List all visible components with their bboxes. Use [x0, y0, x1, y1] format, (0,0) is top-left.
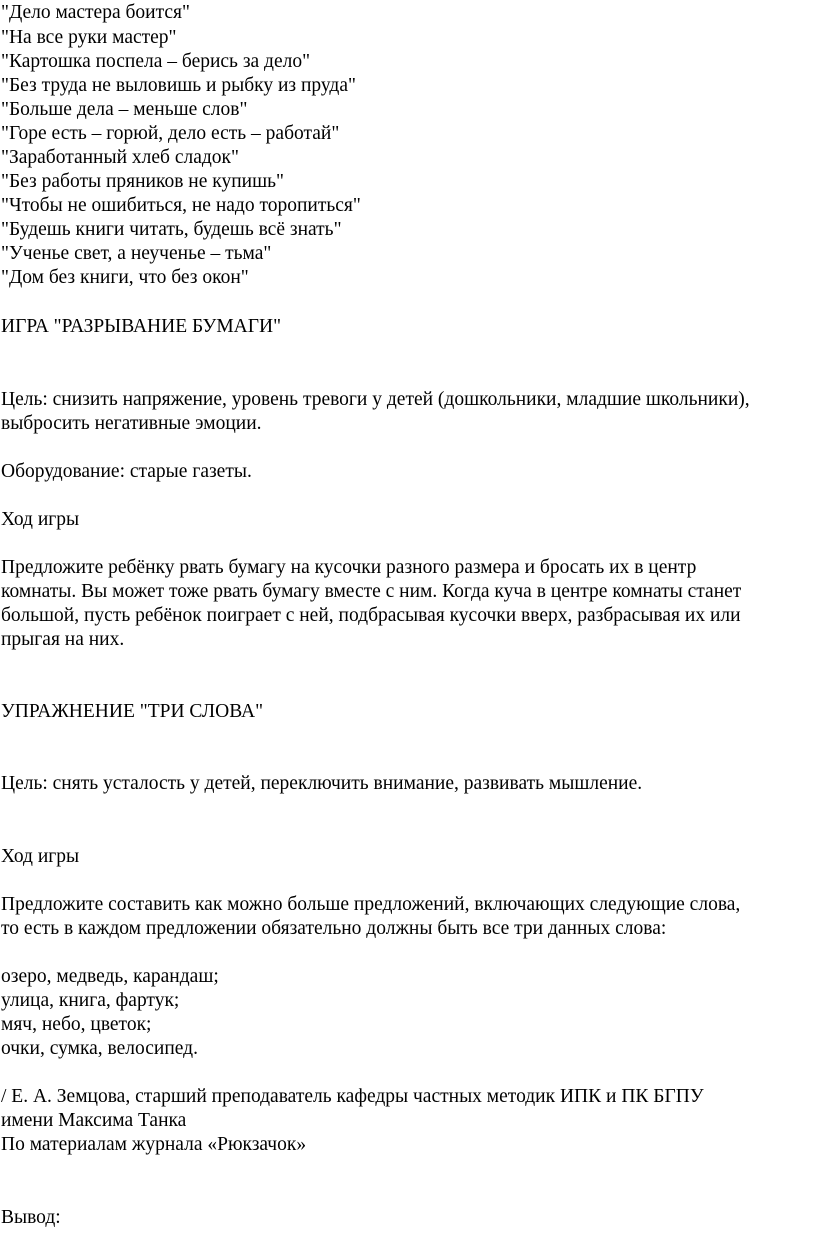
word-set-line: озеро, медведь, карандаш; — [1, 966, 219, 987]
exercise-course-line: Предложите составить как можно больше предложений, включающих следующие слова, — [1, 894, 741, 915]
proverb-line: "Дело мастера боится" — [1, 2, 190, 23]
proverb-line: "Без работы пряников не купишь" — [1, 171, 284, 192]
proverb-line: "Без труда не выловишь и рыбку из пруда" — [1, 75, 356, 96]
proverb-line: "Заработанный хлеб сладок" — [1, 147, 239, 168]
attribution-line: имени Максима Танка — [1, 1110, 187, 1131]
exercise-goal: Цель: снять усталость у детей, переключить внимание, развивать мышление. — [1, 773, 643, 794]
game-course-line: большой, пусть ребёнок поиграет с ней, подбрасывая кусочки вверх, разбрасывая их или — [1, 605, 741, 626]
conclusion-label: Вывод: — [1, 1207, 61, 1228]
game-equipment: Оборудование: старые газеты. — [1, 461, 252, 482]
proverb-line: "Чтобы не ошибиться, не надо торопиться" — [1, 195, 361, 216]
game-course-line: комнаты. Вы может тоже рвать бумагу вместе с ним. Когда куча в центре комнаты станет — [1, 581, 742, 602]
proverb-line: "Ученье свет, а неученье – тьма" — [1, 243, 272, 264]
exercise-course-line: то есть в каждом предложении обязательно должны быть все три данных слова: — [1, 918, 667, 939]
proverb-line: "Будешь книги читать, будешь всё знать" — [1, 219, 342, 240]
word-set-line: улица, книга, фартук; — [1, 990, 180, 1011]
proverb-line: "Больше дела – меньше слов" — [1, 99, 248, 120]
game-goal-line: Цель: снизить напряжение, уровень тревоги у детей (дошкольники, младшие школьники), — [1, 389, 750, 410]
exercise-course-heading: Ход игры — [1, 846, 80, 867]
game-title: ИГРА "РАЗРЫВАНИЕ БУМАГИ" — [1, 316, 282, 337]
word-set-line: очки, сумка, велосипед. — [1, 1038, 198, 1059]
proverb-line: "Горе есть – горюй, дело есть – работай" — [1, 123, 340, 144]
proverb-line: "Дом без книги, что без окон" — [1, 267, 249, 288]
word-set-line: мяч, небо, цветок; — [1, 1014, 152, 1035]
game-course-heading: Ход игры — [1, 509, 80, 530]
attribution-line: По материалам журнала «Рюкзачок» — [1, 1134, 307, 1155]
proverb-line: "На все руки мастер" — [1, 27, 177, 48]
game-course-line: Предложите ребёнку рвать бумагу на кусочки разного размера и бросать их в центр — [1, 557, 697, 578]
game-goal-line: выбросить негативные эмоции. — [1, 413, 262, 434]
exercise-title: УПРАЖНЕНИЕ "ТРИ СЛОВА" — [1, 701, 264, 722]
proverb-line: "Картошка поспела – берись за дело" — [1, 51, 311, 72]
attribution-line: / Е. А. Земцова, старший преподаватель кафедры частных методик ИПК и ПК БГПУ — [1, 1086, 704, 1107]
game-course-line: прыгая на них. — [1, 629, 125, 650]
